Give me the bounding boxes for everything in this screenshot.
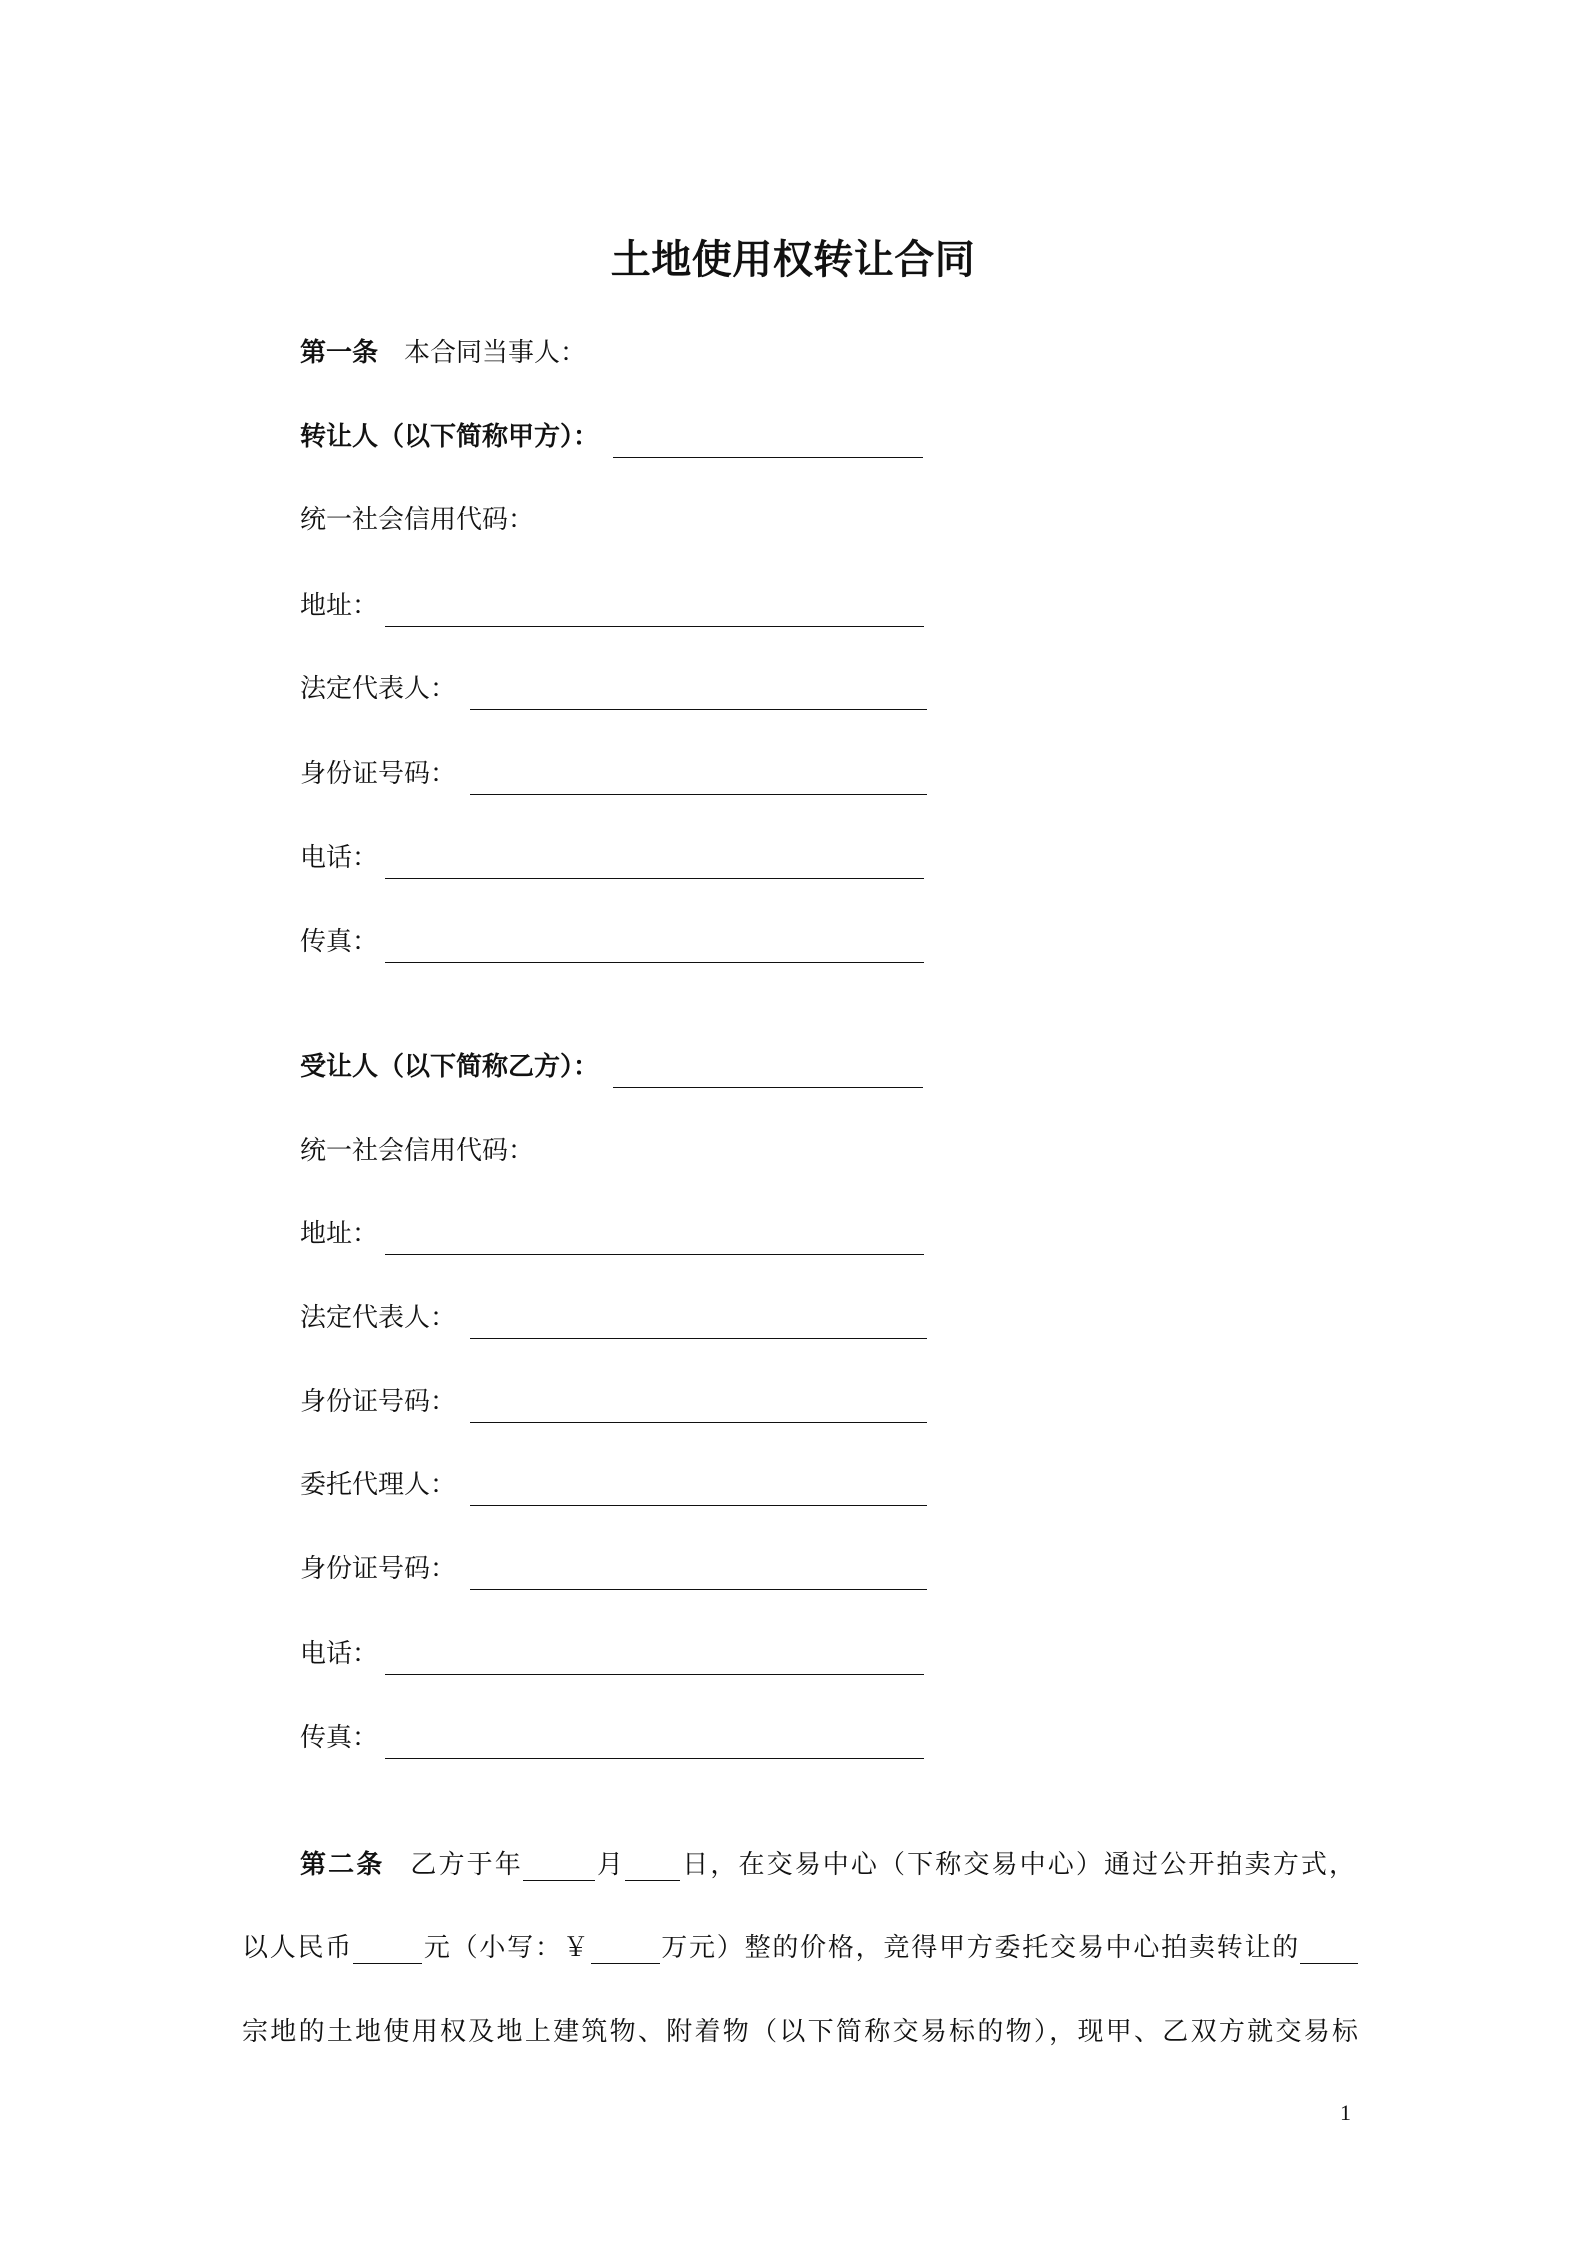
price-words-blank (353, 1963, 422, 1964)
transferor-legal-rep-blank (470, 709, 927, 710)
article2-heading: 第二条 (300, 1850, 385, 1880)
transferor-address-label: 地址： (300, 591, 379, 621)
article2-text: 元（小写：￥ (422, 1933, 591, 1963)
transferor-phone-label: 电话： (300, 843, 379, 873)
transferor-phone-blank (385, 878, 924, 879)
transferor-legal-rep-label: 法定代表人： (300, 674, 457, 704)
article2-text: 月 (594, 1850, 626, 1880)
transferee-phone-row (300, 1636, 378, 1672)
transferee-address-label: 地址： (300, 1219, 379, 1249)
article1-text: 本合同当事人： (404, 338, 587, 368)
year-blank (523, 1880, 595, 1881)
transferee-name-blank (613, 1087, 923, 1088)
transferor-heading: 转让人（以下简称甲方）： (300, 422, 600, 452)
transferor-fax-blank (385, 962, 924, 963)
transferor-legal-rep-row (300, 671, 456, 707)
article1-heading: 第一条 (300, 338, 379, 368)
transferee-credit-code-row (300, 1133, 534, 1169)
transferee-address-row (300, 1216, 378, 1252)
document-title: 土地使用权转让合同 (610, 237, 976, 283)
transferor-id-number-row (300, 756, 456, 792)
article2-text: 万元）整的价格，竞得甲方委托交易中心拍卖转让的 (659, 1933, 1300, 1963)
transferee-agent-label: 委托代理人： (300, 1470, 457, 1500)
transferee-fax-row (300, 1720, 378, 1756)
transferor-heading-row (300, 419, 599, 455)
transferor-phone-row (300, 840, 378, 876)
transferee-heading: 受让人（以下简称乙方）： (300, 1052, 600, 1082)
transferee-phone-label: 电话： (300, 1639, 379, 1669)
transferee-credit-code-label: 统一社会信用代码： (300, 1136, 535, 1166)
transferor-credit-code-label: 统一社会信用代码： (300, 505, 535, 535)
transferor-fax-label: 传真： (300, 927, 379, 957)
transferor-address-row (300, 588, 378, 624)
parcel-count-blank (1300, 1963, 1358, 1964)
article2-text: 日，在交易中心（下称交易中心）通过公开拍卖方式， (680, 1850, 1355, 1880)
transferee-heading-row (300, 1049, 599, 1085)
article1-line (300, 335, 586, 371)
transferee-agent-row (300, 1467, 456, 1503)
page-number: 1 (1340, 2100, 1351, 2125)
transferee-agent-blank (470, 1505, 927, 1506)
transferee-id-number-row (300, 1384, 456, 1420)
transferee-fax-blank (385, 1758, 924, 1759)
transferor-name-blank (613, 457, 923, 458)
transferor-credit-code-row (300, 502, 534, 538)
month-blank (625, 1880, 680, 1881)
article2-line-3 (242, 2012, 1358, 2052)
price-figures-blank (591, 1963, 660, 1964)
article2-text: 乙方于年 (410, 1850, 523, 1880)
transferee-id-number-blank (470, 1422, 927, 1423)
transferee-address-blank (385, 1254, 924, 1255)
transferee-legal-rep-label: 法定代表人： (300, 1303, 457, 1333)
transferee-legal-rep-blank (470, 1338, 927, 1339)
transferee-agent-id-number-row (300, 1551, 456, 1587)
transferee-legal-rep-row (300, 1300, 456, 1336)
transferee-fax-label: 传真： (300, 1723, 379, 1753)
transferee-agent-id-number-label: 身份证号码： (300, 1554, 457, 1584)
article2-line-1 (300, 1845, 1355, 1885)
transferor-address-blank (385, 626, 924, 627)
transferor-id-number-blank (470, 794, 927, 795)
article2-line-2 (242, 1928, 1358, 1968)
transferee-phone-blank (385, 1674, 924, 1675)
transferor-fax-row (300, 924, 378, 960)
transferor-id-number-label: 身份证号码： (300, 759, 457, 789)
transferee-id-number-label: 身份证号码： (300, 1387, 457, 1417)
transferee-agent-id-number-blank (470, 1589, 927, 1590)
article2-text: 以人民币 (242, 1933, 354, 1963)
article2-text: 宗地的土地使用权及地上建筑物、附着物（以下简称交易标的物），现甲、乙双方就交易标 (242, 2017, 1358, 2047)
